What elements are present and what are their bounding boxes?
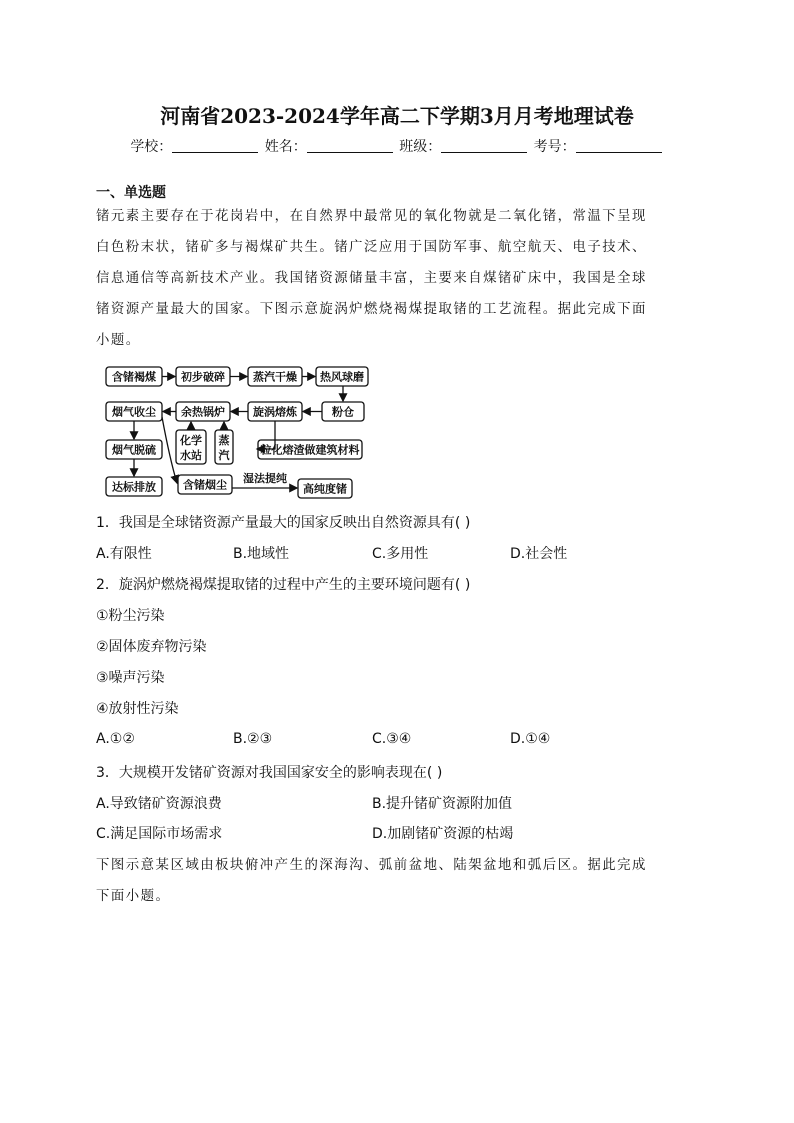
passage-2-line: 下面小题。 (96, 889, 171, 904)
question-3-option-d[interactable]: D.加剧锗矿资源的枯竭 (372, 826, 514, 842)
flow-node-label: 烟气收尘 (112, 405, 156, 419)
question-2-option-c[interactable]: C.③④ (372, 731, 412, 747)
question-1-option-c[interactable]: C.多用性 (372, 546, 429, 562)
question-3-option-a[interactable]: A.导致锗矿资源浪费 (96, 796, 222, 812)
flow-node-label: 高纯度锗 (303, 482, 347, 496)
flow-node-label: 热风球磨 (320, 370, 364, 384)
passage-1-line: 白色粉末状，锗矿多与褐煤矿共生。锗广泛应用于国防军事、航空航天、电子技术、 (96, 240, 647, 255)
flow-node-label: 蒸 (218, 434, 230, 447)
flow-node-label: 含锗褐煤 (112, 370, 156, 384)
flow-node-label: 烟气脱硫 (112, 443, 156, 457)
question-2-stem: 2．旋涡炉燃烧褐煤提取锗的过程中产生的主要环境问题有( ) (96, 577, 471, 593)
question-2-option-b[interactable]: B.②③ (233, 731, 273, 747)
passage-1-line: 锗资源产量最大的国家。下图示意旋涡炉燃烧褐煤提取锗的工艺流程。据此完成下面 (96, 302, 647, 317)
school-blank[interactable] (172, 138, 258, 153)
flow-node-label: 化学 (180, 434, 202, 447)
school-label: 学校： (130, 139, 173, 155)
number-blank[interactable] (576, 138, 662, 153)
question-2-option-d[interactable]: D.①④ (510, 731, 551, 747)
question-1-option-d[interactable]: D.社会性 (510, 546, 568, 562)
flow-node-label: 含锗烟尘 (183, 478, 227, 492)
class-blank[interactable] (441, 138, 527, 153)
student-info-line (0, 136, 794, 156)
flow-node-label: 粉仓 (332, 405, 354, 419)
flow-node-label: 余热锅炉 (181, 405, 225, 419)
question-2-item: ④放射性污染 (96, 701, 179, 717)
flow-node-label: 旋涡熔炼 (253, 405, 297, 419)
question-2-option-a[interactable]: A.①② (96, 731, 135, 747)
section-heading: 一、单选题 (96, 185, 166, 201)
flow-edge-label: 湿法提纯 (243, 472, 287, 485)
question-2-item: ②固体废弃物污染 (96, 639, 207, 655)
flow-node-label: 汽 (218, 449, 230, 462)
flow-node-label: 蒸汽干燥 (253, 370, 297, 384)
passage-1-line: 信息通信等高新技术产业。我国锗资源储量丰富，主要来自煤锗矿床中，我国是全球 (96, 271, 647, 286)
name-label: 姓名： (264, 139, 307, 155)
passage-2 (96, 850, 696, 912)
question-3-stem: 3．大规模开发锗矿资源对我国国家安全的影响表现在( ) (96, 765, 443, 781)
germanium-process-flowchart (100, 362, 370, 502)
question-3-option-c[interactable]: C.满足国际市场需求 (96, 826, 223, 842)
passage-1 (96, 201, 696, 356)
question-2-item: ③噪声污染 (96, 670, 165, 686)
question-1-stem: 1．我国是全球锗资源产量最大的国家反映出自然资源具有( ) (96, 515, 471, 531)
flow-node-label: 初步破碎 (181, 370, 225, 384)
flow-node-label: 粒化熔渣做建筑材料 (260, 443, 360, 457)
question-2-item: ①粉尘污染 (96, 608, 165, 624)
flow-node-label: 达标排放 (112, 480, 156, 494)
page-title: 河南省2023-2024学年高二下学期3月月考地理试卷 (160, 104, 634, 128)
question-1-option-a[interactable]: A.有限性 (96, 546, 152, 562)
question-3-option-b[interactable]: B.提升锗矿资源附加值 (372, 796, 513, 812)
name-blank[interactable] (307, 138, 393, 153)
passage-1-line: 锗元素主要存在于花岗岩中，在自然界中最常见的氧化物就是二氧化锗，常温下呈现 (96, 209, 647, 224)
passage-2-line: 下图示意某区域由板块俯冲产生的深海沟、弧前盆地、陆架盆地和弧后区。据此完成 (96, 858, 647, 873)
number-label: 考号： (533, 139, 576, 155)
flow-node-label: 水站 (180, 449, 202, 462)
passage-1-line: 小题。 (96, 333, 141, 348)
class-label: 班级： (399, 139, 442, 155)
question-1-option-b[interactable]: B.地域性 (233, 546, 290, 562)
